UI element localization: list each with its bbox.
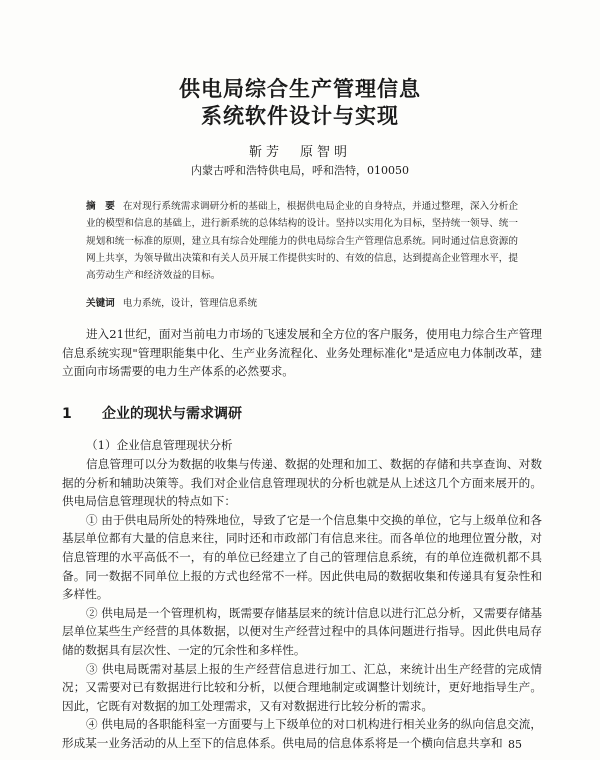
section-title: 企业的现状与需求调研 — [102, 406, 242, 422]
subsection-heading: （1）企业信息管理现状分析 — [86, 438, 233, 452]
paper-title — [0, 76, 600, 130]
body-paragraph: ① 由于供电局所处的特殊地位，导致了它是一个信息集中交换的单位，它与上级单位和各基层单位都有大量的信息来往，同时还和市政部门有信息来往。而各单位的地理位置分散，对信息管理的水平高低不一，有的单位已经建立了自己的管理信息系统，有的单位连微机都不具备。同一数据不同单位上报的方式也经常不一样。因此供电局的数据收集和传递具有复杂性和多样性。 — [62, 512, 542, 602]
section-number: 1 — [62, 406, 72, 422]
body-paragraph: ③ 供电局既需对基层上报的生产经营信息进行加工、汇总，来统计出生产经营的完成情况；又需要对已有数据进行比较和分析，以便合理地制定或调整计划统计，更好地指导生产。因此，它既有对数据的加工处理需求，又有对数据进行比较分析的需求。 — [62, 661, 542, 713]
affiliation: 内蒙古呼和浩特供电局，呼和浩特，010050 — [191, 164, 409, 177]
body-paragraph: ④ 供电局的各职能科室一方面要与上下级单位的对口机构进行相关业务的纵向信息交流，形成某一业务活动的从上至下的信息体系。供电局的信息体系将是一个横向信息共享和 — [62, 717, 542, 750]
body-text — [62, 455, 542, 753]
body-paragraph: ② 供电局是一个管理机构，既需要存储基层来的统计信息以进行汇总分析，又需要存储基层单位某些生产经营的具体数据，以便对生产经营过程中的具体问题进行指导。因此供电局存储的数据具有层次性、一定的冗余性和多样性。 — [62, 605, 542, 657]
intro-paragraph: 进入21世纪，面对当前电力市场的飞速发展和全方位的客户服务，使用电力综合生产管理信息系统实现"管理职能集中化、生产业务流程化、业务处理标准化"是适应电力体制改革，建立面向市场需要的电力生产体系的必然要求。 — [62, 327, 542, 379]
section-heading — [62, 403, 242, 423]
page-number: 85 — [508, 738, 522, 751]
title-line-1: 供电局综合生产管理信息 — [179, 77, 421, 101]
abstract — [86, 198, 518, 284]
body-paragraph: 信息管理可以分为数据的收集与传递、数据的处理和加工、数据的存储和共享查询、对数据的分析和辅助决策等。我们对企业信息管理现状的分析也就是从上述这几个方面来展开的。供电局信息管理现状的特点如下： — [62, 457, 542, 509]
keywords-text: 电力系统，设计，管理信息系统 — [122, 298, 258, 309]
abstract-label: 摘 要 — [86, 201, 115, 212]
keywords — [86, 295, 518, 309]
keywords-label: 关键词 — [86, 298, 115, 309]
intro — [62, 325, 542, 381]
title-line-2: 系统软件设计与实现 — [201, 104, 399, 128]
abstract-text: 在对现行系统需求调研分析的基础上，根据供电局企业的自身特点，并通过整理，深入分析企业的模型和信息的基础上，进行新系统的总体结构的设计。坚持以实用化为目标，坚持统一领导、统一规划和统一标准的原则，建立具有综合处理能力的供电局综合生产管理信息系统。同时通过信息资源的网上共享，为领导做出决策和有关人员开展工作提供实时的、有效的信息，达到提高企业管理水平，提高劳动生产和经济效益的目标。 — [86, 201, 519, 282]
authors: 靳芳 原智明 — [248, 145, 351, 160]
